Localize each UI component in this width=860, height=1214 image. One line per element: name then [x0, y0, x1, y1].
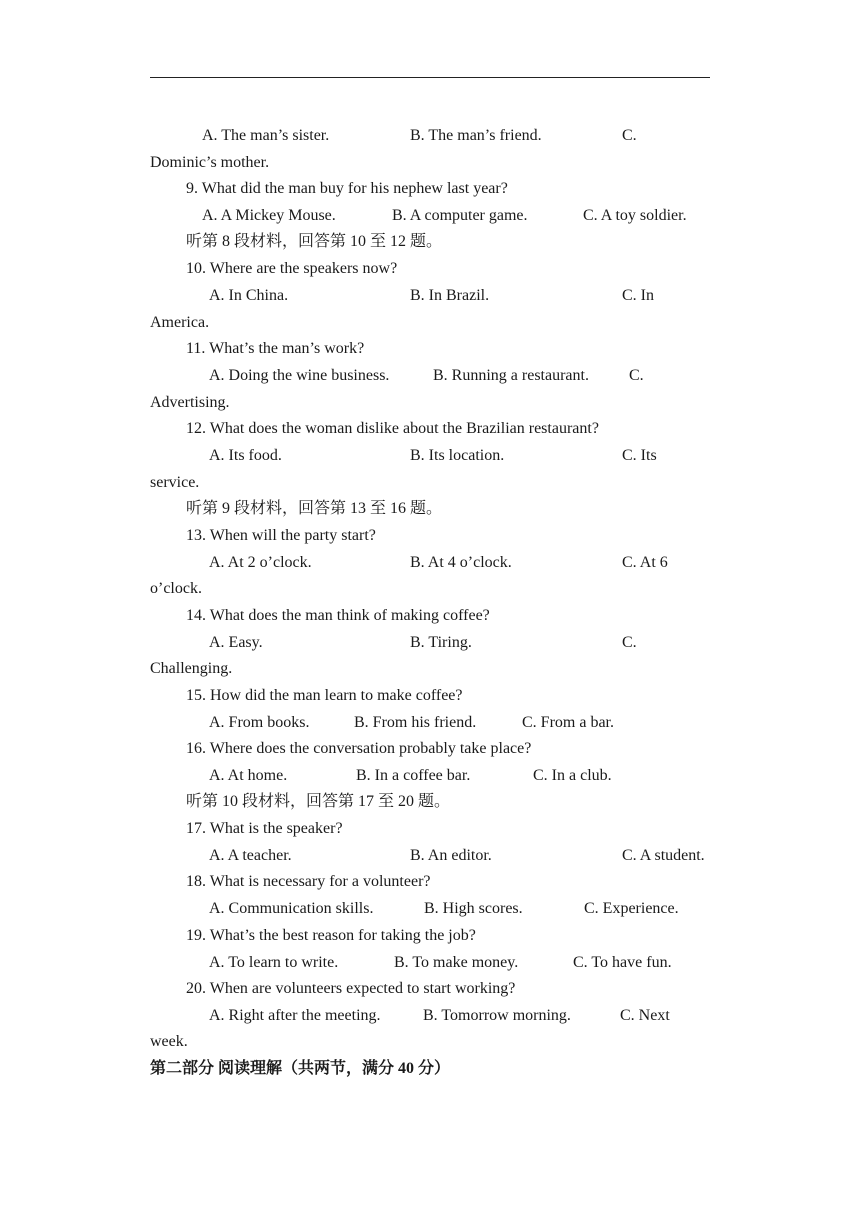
option-18a: A. Communication skills.: [209, 900, 374, 917]
option-18b: B. High scores.: [424, 900, 523, 917]
option-12c-wrap: service.: [150, 474, 200, 491]
option-13a: A. At 2 o’clock.: [209, 554, 312, 571]
option-20c-wrap: week.: [150, 1033, 188, 1050]
option-9c: C. A toy soldier.: [583, 207, 687, 224]
option-11b: B. Running a restaurant.: [433, 367, 589, 384]
option-8b: B. The man’s friend.: [410, 127, 542, 144]
option-16c: C. In a club.: [533, 767, 612, 784]
option-20b: B. Tomorrow morning.: [423, 1007, 571, 1024]
option-18c: C. Experience.: [584, 900, 679, 917]
question-10: 10. Where are the speakers now?: [186, 260, 398, 277]
question-16: 16. Where does the conversation probably take place?: [186, 740, 532, 757]
option-17a: A. A teacher.: [209, 847, 292, 864]
option-13c: C. At 6: [622, 554, 668, 571]
option-20c: C. Next: [620, 1007, 670, 1024]
section-heading-8: 听第 8 段材料，回答第 10 至 12 题。: [186, 233, 443, 250]
option-11c-wrap: Advertising.: [150, 394, 230, 411]
option-10b: B. In Brazil.: [410, 287, 490, 304]
question-9: 9. What did the man buy for his nephew last year?: [186, 180, 508, 197]
option-19b: B. To make money.: [394, 954, 519, 971]
option-10a: A. In China.: [209, 287, 289, 304]
question-18: 18. What is necessary for a volunteer?: [186, 873, 431, 890]
option-10c-wrap: America.: [150, 314, 210, 331]
option-15a: A. From books.: [209, 714, 310, 731]
option-12a: A. Its food.: [209, 447, 282, 464]
question-17: 17. What is the speaker?: [186, 820, 343, 837]
question-15: 15. How did the man learn to make coffee?: [186, 687, 463, 704]
option-13c-wrap: o’clock.: [150, 580, 202, 597]
option-14c-wrap: Challenging.: [150, 660, 233, 677]
option-19c: C. To have fun.: [573, 954, 672, 971]
option-13b: B. At 4 o’clock.: [410, 554, 512, 571]
section-heading-10: 听第 10 段材料，回答第 17 至 20 题。: [186, 793, 451, 810]
option-20a: A. Right after the meeting.: [209, 1007, 381, 1024]
option-15c: C. From a bar.: [522, 714, 614, 731]
question-12: 12. What does the woman dislike about the Brazilian restaurant?: [186, 420, 599, 437]
option-16b: B. In a coffee bar.: [356, 767, 471, 784]
option-8a: A. The man’s sister.: [202, 127, 330, 144]
option-17b: B. An editor.: [410, 847, 492, 864]
option-10c: C. In: [622, 287, 654, 304]
option-12c: C. Its: [622, 447, 657, 464]
option-8c: C.: [622, 127, 637, 144]
part-two-heading: 第二部分 阅读理解（共两节，满分 40 分）: [150, 1060, 451, 1077]
option-15b: B. From his friend.: [354, 714, 477, 731]
option-17c: C. A student.: [622, 847, 705, 864]
option-19a: A. To learn to write.: [209, 954, 339, 971]
option-9b: B. A computer game.: [392, 207, 528, 224]
question-20: 20. When are volunteers expected to start working?: [186, 980, 516, 997]
option-8c-wrap: Dominic’s mother.: [150, 154, 270, 171]
option-11c: C.: [629, 367, 644, 384]
option-16a: A. At home.: [209, 767, 288, 784]
question-19: 19. What’s the best reason for taking the job?: [186, 927, 476, 944]
header-rule: [150, 77, 710, 78]
option-14c: C.: [622, 634, 637, 651]
option-11a: A. Doing the wine business.: [209, 367, 390, 384]
option-12b: B. Its location.: [410, 447, 505, 464]
section-heading-9: 听第 9 段材料，回答第 13 至 16 题。: [186, 500, 443, 517]
option-14b: B. Tiring.: [410, 634, 472, 651]
question-11: 11. What’s the man’s work?: [186, 340, 365, 357]
option-9a: A. A Mickey Mouse.: [202, 207, 336, 224]
option-14a: A. Easy.: [209, 634, 263, 651]
question-13: 13. When will the party start?: [186, 527, 376, 544]
question-14: 14. What does the man think of making coffee?: [186, 607, 490, 624]
